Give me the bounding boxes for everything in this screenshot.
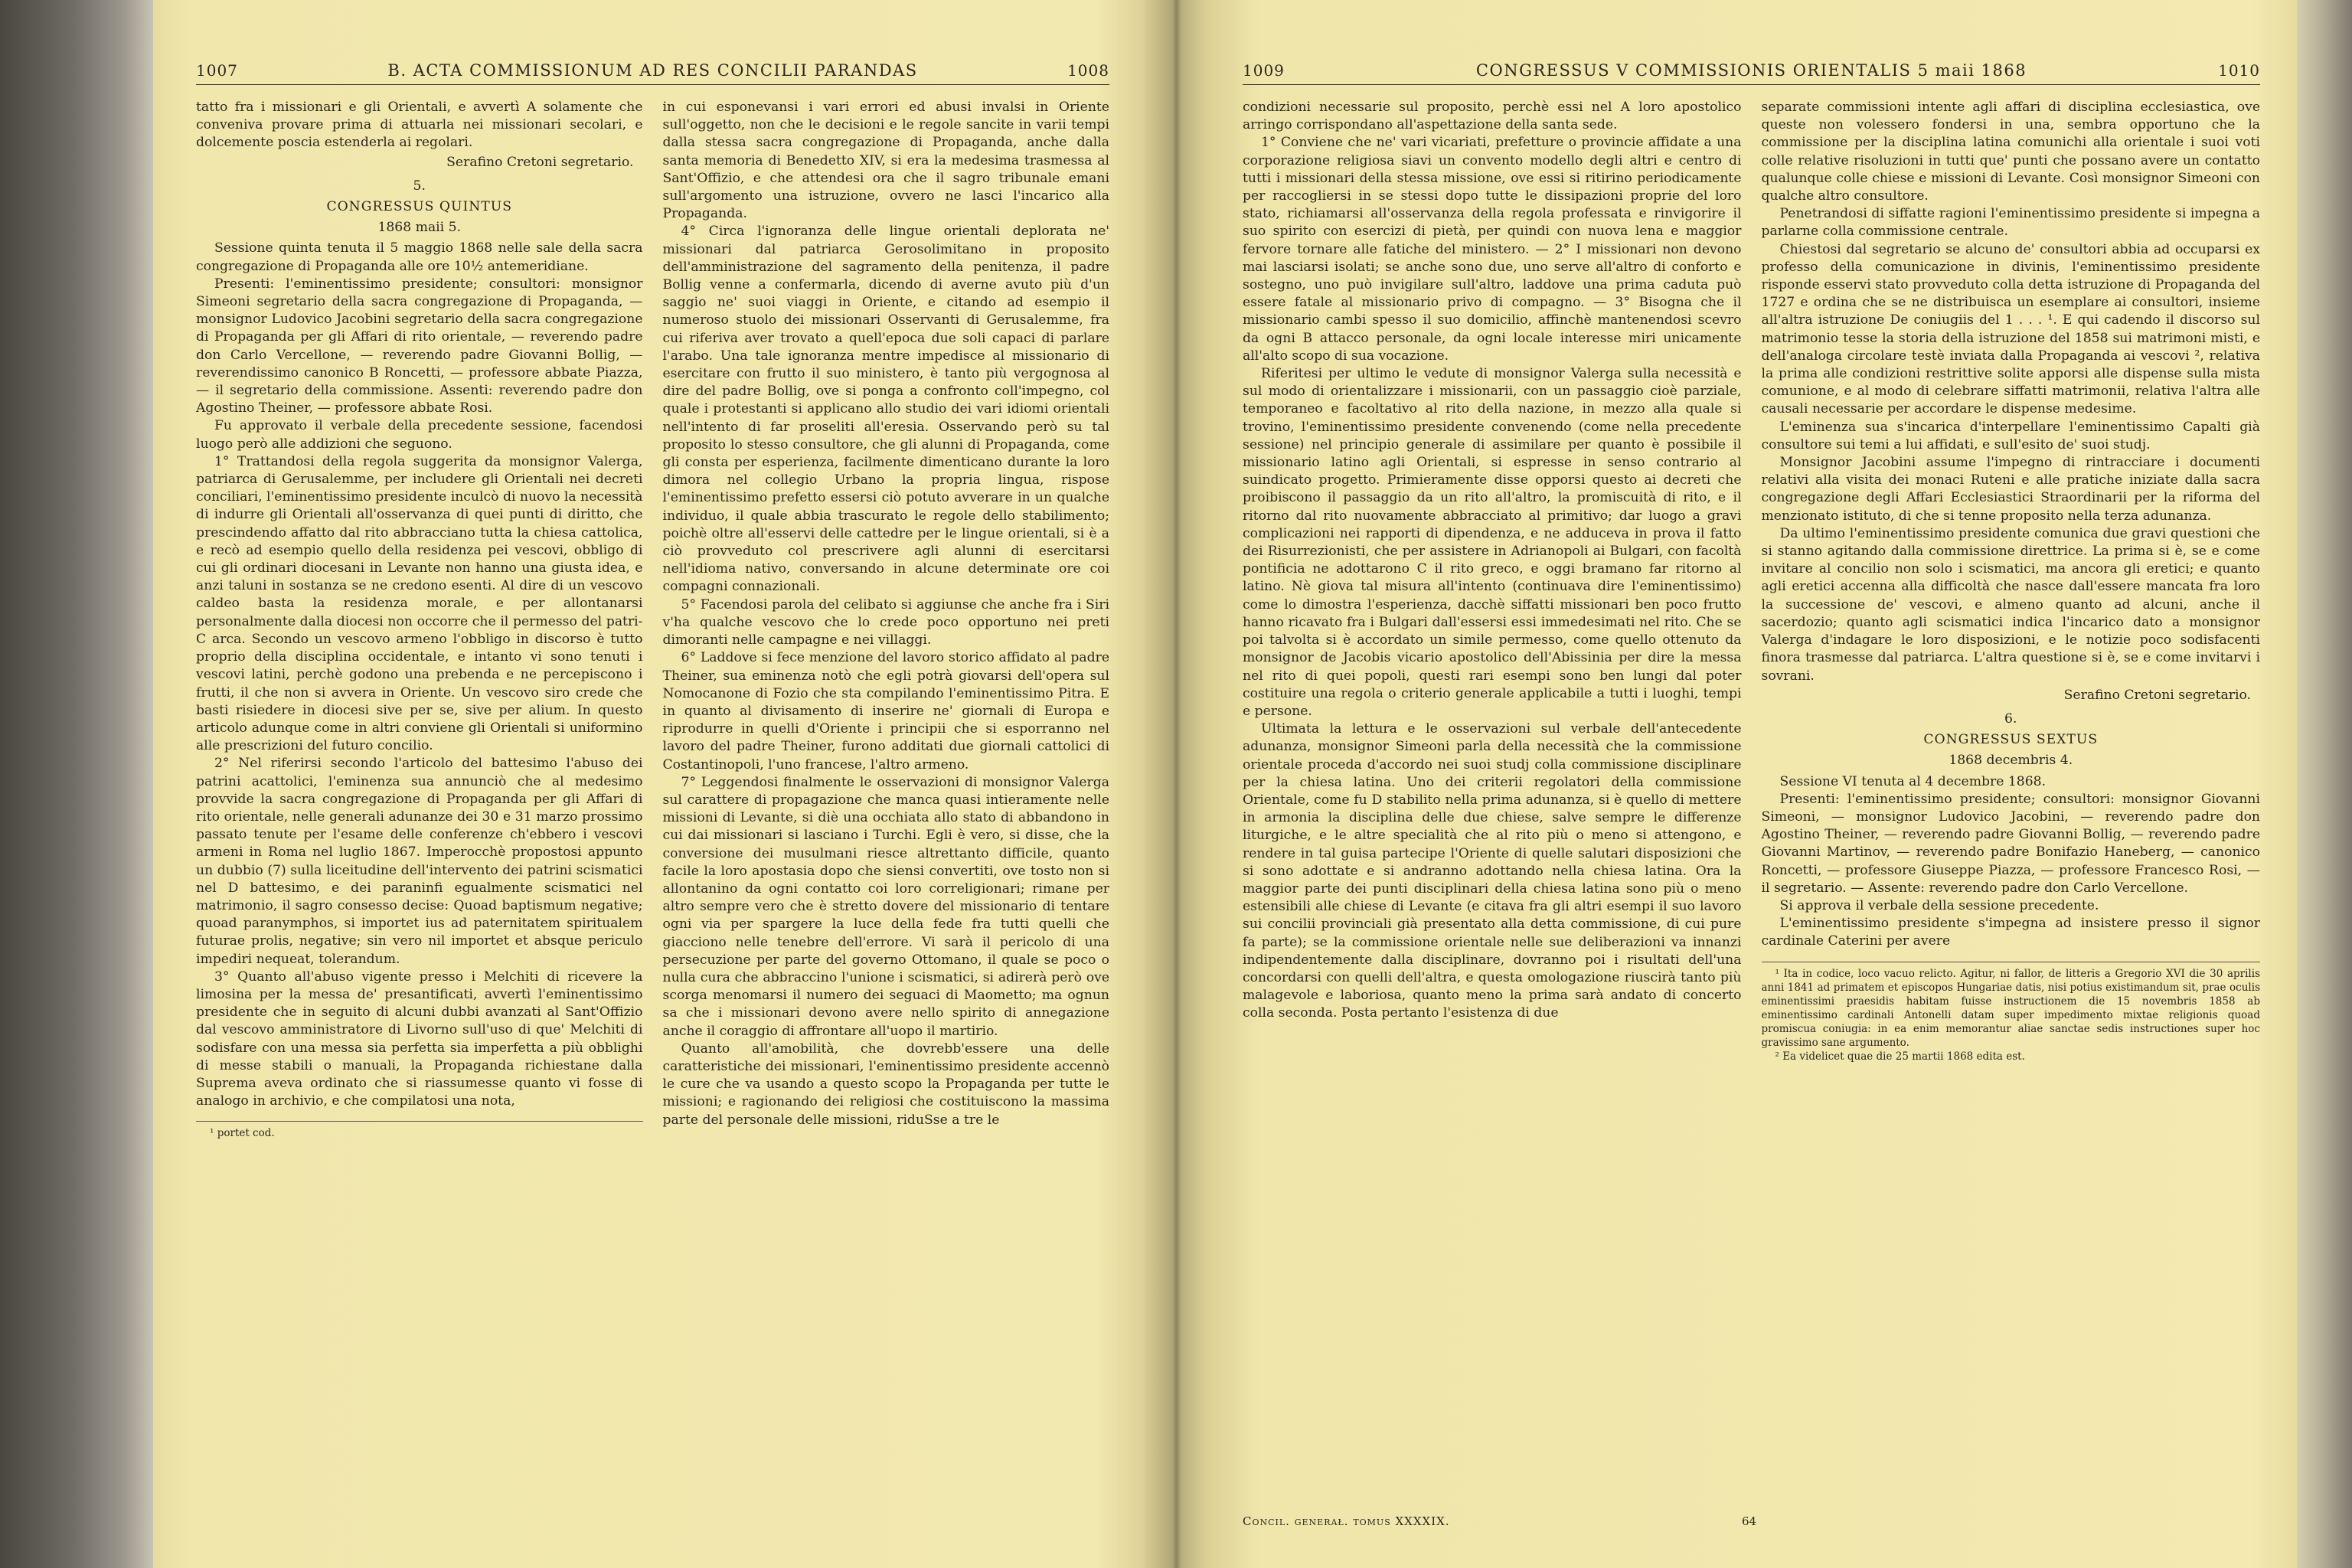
left-page [153, 0, 1145, 1568]
footnotes [196, 1121, 643, 1140]
paragraph: Si approva il verbale della sessione precedente. [1779, 897, 2099, 913]
paragraph: Monsignor Jacobini assume l'impegno di rintracciare i documenti relativi alla visita dei monaci Ruteni e alle pratiche iniziate dalla sacra congregazione degli Affari Ecclesiastici Straordinarii per la riforma del menzionato istituto, di che si tenne proposito nella terza adunanza. [1761, 455, 2260, 524]
section-number: 5. [413, 178, 426, 194]
right-page-columns [1243, 99, 2260, 1063]
paragraph: Da ultimo l'eminentissimo presidente comunica due gravi questioni che si stanno agitando dalla commissione direttrice. La prima si è, se e come invitare al concilio non solo i scismatici, ma ancora gli eretici; e quanto agli eretici accenna alla difficoltà che nasce dall'essere mancata fra loro la successione de' vescovi, e almeno quanto ad alcuni, anche il sacerdozio; quanto agli scismatici indica l'incarico dato a monsignor Valerga d'indagare le loro disposizioni, e le notizie poco sodisfacenti finora trasmesse dal patriarca. L'altra questione si è, se e come invitarvi i sovrani. [1761, 525, 2260, 684]
paragraph: 5° Facendosi parola del celibato si aggiunse che anche fra i Siri v'ha qualche vescovo che lo crede poco opportuno nei preti dimoranti nelle campagne e nei villaggi. [662, 596, 1109, 648]
book-gutter [1145, 0, 1206, 1568]
congress-heading: CONGRESSUS SEXTUS [1923, 732, 2099, 748]
congress-heading: CONGRESSUS QUINTUS [326, 199, 513, 215]
footnote: ² Ea videlicet quae die 25 martii 1868 edita est. [1775, 1050, 2025, 1063]
paragraph: condizioni necessarie sul proposito, perchè essi nel A loro apostolico arringo corrispondano all'aspettazione della santa sede. [1243, 100, 1742, 133]
paragraph: 1° Conviene che ne' vari vicariati, prefetture o provincie affidate a una corporazione religiosa siavi un convento modello degli altri e centro di tutti i missionari della stessa missione, ove essi si ritirino periodicamente per raccogliersi in se stessi dopo tutte le dissipazioni proprie del loro stato, richiamarsi all'osservanza della regola professata e rinvigorire il suo spirito con esercizi di pietà, per quindi con nuova lena e maggior fervore tornare alle fatiche del ministero. — 2° I missionari non devono mai lasciarsi isolati; se anche sono due, uno serve all'altro di conforto e sostegno, uno può invigilare sull'altro, laddove una prima caduta può essere fatale al missionario privo di compagno. — 3° Bisogna che il missionario cambi spesso il suo domicilio, affinchè mantenendosi scevro da ogni B attacco personale, da ogni locale interesse miri unicamente all'alto scopo di sua vocazione. [1243, 135, 1742, 364]
paragraph: 7° Leggendosi finalmente le osservazioni di monsignor Valerga sul carattere di propagazione che manca quasi intieramente nelle missioni di Levante, si diè una occhiata allo stato di abbandono in cui dai missionari si lasciano i Turchi. Egli è vero, si disse, che la conversione dei musulmani riesce altrettanto difficile, quanto facile la loro apostasia dopo che siensi convertiti, ove tosto non si allontanino da ogni contatto coi loro correligionari; rimane per altro sempre vero che è stretto dovere del missionario di tentare ogni via per spargere la luce della fede fra tutti quelli che giacciono nelle tenebre dell'errore. Vi sarà il pericolo di una persecuzione per parte del governo Ottomano, il quale se poco o nulla cura che abbraccino l'unione i scismatici, si adirerà però ove scorga menomarsi il numero dei seguaci di Maometto; ma ognun sa che i missionari devono avere nello spirito di annegazione anche il coraggio di affrontare all'uopo il martirio. [662, 774, 1109, 1039]
paragraph: 6° Laddove si fece menzione del lavoro storico affidato al padre Theiner, sua eminenza notò che egli potrà giovarsi dell'opera sul Nomocanone di Fozio che sta compilando l'eminentissimo Pitra. E in quanto al divisamento di inserire ne' giornali di Europa e riprodurre in quelli d'Oriente i principii che si esporranno nel lavoro del padre Theiner, furono additati due giornali cattolici di Costantinopoli, l'uno francese, l'altro armeno. [662, 650, 1109, 773]
congress-date: 1868 decembris 4. [1949, 753, 2073, 769]
left-page-header [196, 61, 1109, 85]
paragraph: 3° Quanto all'abuso vigente presso i Melchiti di ricevere la limosina per la messa de' presantificati, avvertì l'eminentissimo presidente che in seguito di alcuni dubbi avanzati al Sant'Offizio dal vescovo amministratore di Livorno sull'uso di que' Melchiti di sodisfare con una messa sia perfetta sia imperfetta a più obblighi di messe stabili o manuali, la Propaganda richiestane dalla Suprema aveva ordinato che si riassumesse quanto vi fosse di analogo in archivio, e che compilatosi una nota, [196, 969, 643, 1109]
paragraph: Presenti: l'eminentissimo presidente; consultori: monsignor Giovanni Simeoni, — monsignor Ludovico Jacobini, — reverendo padre don Agostino Theiner, — reverendo padre Giovanni Bollig, — reverendo padre Giovanni Martinov, — reverendo padre Bonifazio Haneberg, — canonico Roncetti, — professore Giuseppe Piazza, — professore Francesco Rosi, — il segretario. — Assente: reverendo padre don Carlo Vercellone. [1761, 791, 2260, 896]
footnotes [1762, 962, 2261, 1063]
paragraph: Sessione quinta tenuta il 5 maggio 1868 nelle sale della sacra congregazione di Propaganda alle ore 10½ antemeridiane. [196, 240, 643, 274]
running-title-left: B. ACTA COMMISSIONUM AD RES CONCILII PARANDAS [387, 61, 918, 80]
right-column-1 [1243, 99, 1742, 1063]
paragraph: Presenti: l'eminentissimo presidente; consultori: monsignor Simeoni segretario della sacra congregazione di Propaganda, — monsignor Ludovico Jacobini segretario della sacra congregazione di Propaganda per gli Affari di rito orientale, — reverendo padre don Carlo Vercellone, — reverendo padre Giovanni Bollig, — reverendissimo canonico B Roncetti, — professore abbate Piazza, — il segretario della commissione. Assenti: reverendo padre don Agostino Theiner, — professore abbate Rosi. [196, 276, 643, 416]
book-edge-left [0, 0, 153, 1568]
left-column-1 [196, 99, 643, 1140]
footnote: ¹ portet cod. [210, 1127, 275, 1140]
right-page [1206, 0, 2297, 1568]
right-column-2 [1762, 99, 2261, 1063]
left-page-columns [196, 99, 1109, 1140]
signature-folio-number: 64 [1742, 1514, 1757, 1528]
secretary-signature: Serafino Cretoni segretario. [2063, 687, 2251, 703]
paragraph: Quanto all'amobilità, che dovrebb'essere una delle caratteristiche dei missionari, l'eminentissimo presidente accennò le cure che va usando a questo scopo la Propaganda per tutte le missioni; e ragionando dei religiosi che costituiscono la massima parte del personale delle missioni, riduSse a tre le [662, 1040, 1109, 1128]
paragraph: separate commissioni intente agli affari di disciplina ecclesiastica, ove queste non volessero fondersi in una, sembra opportuno che la commissione per la disciplina latina comunichi alla orientale i suoi voti colle relative risoluzioni in tutti que' punti che possano avere un contatto qualunque colle chiese e missioni di Levante. Così monsignor Simeoni con qualche altro consultore. [1761, 100, 2260, 204]
paragraph: L'eminenza sua s'incarica d'interpellare l'eminentissimo Capalti già consultore sui temi a lui affidati, e sull'esito de' suoi studj. [1761, 419, 2260, 452]
paragraph: Riferitesi per ultimo le vedute di monsignor Valerga sulla necessità e sul modo di orientalizzare i missionarii, con un passaggio cioè parziale, temporaneo e facoltativo al rito della nazione, in mezzo alla quale si trovino, l'eminentissimo presidente convenendo (come nella precedente sessione) nel principio generale di assimilare per quanto è possibile il missionario latino agli Orientali, si espresse in senso contrario al suindicato progetto. Primieramente disse opporsi questo ai decreti che proibiscono il passaggio da un rito all'altro, la promiscuità di rito, e il ritorno dal rito nuovamente abbracciato al primitivo; dar luogo a gravi complicazioni nei rapporti di dipendenza, e ne adduceva in prova il fatto dei Risurrezionisti, che per assistere in Adrianopoli ai Bulgari, con facoltà pontificia ne adottarono C il rito greco, e oggi bramano far ritorno al latino. Nè giova tal misura all'intento (continuava dire l'eminentissimo) come lo dimostra l'esperienza, dacchè siffatti missionari ben poco frutto hanno ricavato fra i Bulgari dall'essersi essi immedesimati nel rito. Che se poi talvolta si è accordato un simile permesso, come quello ottenuto da monsignor de Jacobis vicario apostolico dell'Abissinia per dire la messa nel rito di quei popoli, questi rari esempi sono ben lungi dal poter costituire una regola o criterio generale applicabile a tutti i luoghi, tempi e persone. [1243, 366, 1742, 719]
paragraph: Penetrandosi di siffatte ragioni l'eminentissimo presidente si impegna a parlarne colla commissione centrale. [1761, 206, 2260, 240]
page-number-1009: 1009 [1243, 61, 1285, 80]
paragraph: Chiestosi dal segretario se alcuno de' consultori abbia ad occuparsi ex professo della comunicazione in divinis, l'eminentissimo presidente risponde esservi stato provveduto colla detta istruzione di Propaganda del 1727 e ordina che se ne distribuisca un esemplare ai consultori, insieme all'altra istruzione De coniugiis del 1 . . . ¹. E qui cadendo il discorso sul matrimonio tesse la storia della istruzione del 1858 sui matrimoni misti, e dell'analoga circolare testè inviata dalla Propaganda ai vescovi ², relativa la prima alle condizioni restrittive solite apporsi alle dispense sulla mista comunione, e al modo di celebrare siffatti matrimonii, relativa l'altra alle causali necessarie per accordare le dispense medesime. [1761, 241, 2260, 417]
paragraph: L'eminentissimo presidente s'impegna ad insistere presso il signor cardinale Caterini per avere [1761, 916, 2260, 949]
paragraph: 4° Circa l'ignoranza delle lingue orientali deplorata ne' missionari dal patriarca Gerosolimitano in proposito dell'amministrazione del sagramento della penitenza, il padre Bollig venne a confermarla, dicendo di averne avuto più d'un saggio ne' suoi viaggi in Oriente, e citando ad esempio il numeroso stuolo dei missionari Osservanti di Gerusalemme, fra cui riferiva aver trovato a quell'epoca due soli capaci di parlare l'arabo. Una tale ignoranza mentre impedisce al missionario di esercitare con frutto il suo ministero, è tanto più vergognosa al dire del padre Bollig, ove si ponga a confronto coll'impegno, col quale i protestanti si applicano allo studio dei vari idiomi orientali nell'intento di far proseliti all'eresia. Osservando però su tal proposito lo stesso consultore, che gli alunni di Propaganda, come gli consta per esperienza, facilmente dimenticano durante la loro dimora nel collegio Urbano la propria lingua, rispose l'eminentissimo prefetto essersi ciò potuto avverare in un qualche individuo, il quale abbia trascurato le regole dello stabilimento; poichè oltre all'esservi delle cattedre per le lingue orientali, si è a ciò provveduto col prescrivere agli alunni di esercitarsi nell'idioma nativo, conversando in alcune determinate ore coi compagni connazionali. [662, 224, 1109, 595]
book-edge-right [2297, 0, 2352, 1568]
footnote: ¹ Ita in codice, loco vacuo relicto. Agitur, ni fallor, de litteris a Gregorio XVI die 30 aprilis anni 1841 ad primatem et episcopos Hungariae datis, nisi potius existimandum sit, prae oculis eminentissimi praesidis habitam fuisse instructionem die 15 novembris 1858 ab eminentissimo cardinali Antonelli datam super impedimento mixtae religionis quoad promiscua coniugia: in ea enim memorantur aliae sanctae sedis instructiones super hoc gravissimo sane argumento. [1761, 967, 2260, 1049]
congress-date: 1868 maii 5. [377, 220, 462, 236]
running-title-right: CONGRESSUS V COMMISSIONIS ORIENTALIS 5 maii 1868 [1475, 61, 2027, 80]
paragraph: Fu approvato il verbale della precedente sessione, facendosi luogo però alle addizioni che seguono. [196, 418, 643, 452]
secretary-signature: Serafino Cretoni segretario. [446, 154, 634, 170]
paragraph: 1° Trattandosi della regola suggerita da monsignor Valerga, patriarca di Gerusalemme, per includere gli Orientali nei decreti conciliari, l'eminentissimo presidente inculcò di nuovo la necessità di indurre gli Orientali all'osservanza di quei punti di diritto, che prescindendo affatto dal rito abbracciano tutta la chiesa cattolica, e recò ad esempio quello della residenza pei vescovi, obbligo di cui gli ordinari diocesani in Levante non hanno una giusta idea, e anzi taluni in sostanza se ne credono esenti. Al dire di un vescovo caldeo basta la residenza morale, e per allontanarsi personalmente dalla diocesi non occorre che il permesso del patri- C arca. Secondo un vescovo armeno l'obbligo in discorso è tutto proprio della disciplina occidentale, e intanto vi sono tenuti i vescovi latini, perchè godono una prebenda e ne percepiscono i frutti, il che non si avvera in Oriente. Un vescovo siro crede che basti risiedere in diocesi sive per se, sive per alium. In questo articolo adunque come in altri conviene gli Orientali si uniformino alle prescrizioni del futuro concilio. [196, 453, 643, 754]
paragraph: Sessione VI tenuta al 4 decembre 1868. [1779, 773, 2047, 789]
section-number: 6. [2004, 710, 2017, 727]
page-number-1007: 1007 [196, 61, 238, 80]
printer-signature-line: Concil. generał. tomus XXXXIX. [1243, 1514, 1450, 1528]
paragraph: in cui esponevansi i vari errori ed abusi invalsi in Oriente sull'oggetto, non che le decisioni e le regole sancite in varii tempi dalla stessa sacra congregazione di Propaganda, anche dalla santa memoria di Benedetto XIV, si era la medesima trasmessa al Sant'Offizio, e che attendesi ora che il sagro tribunale emani sull'argomento una istruzione, ovvero ne lasci l'incarico alla Propaganda. [662, 100, 1109, 222]
paragraph: 2° Nel riferirsi secondo l'articolo del battesimo l'abuso dei patrini acattolici, l'eminenza sua annunciò che al medesimo provvide la sacra congregazione di Propaganda per gli Affari di rito orientale, nelle generali adunanze dei 30 e 31 marzo prossimo passato tenute per l'esame delle conferenze ch'ebbero i vescovi armeni in Roma nel luglio 1867. Imperocchè propostosi appunto un dubbio (7) sulla liceitudine dell'intervento dei patrini scismatici nel D battesimo, e dei paraninfi egualmente scismatici nel matrimonio, il sagro consesso decise: Quoad baptismum negative; quoad paranymphos, si importet ius ad paternitatem spiritualem futurae prolis, negative; sin vero nil importet et absque periculo impediri nequeat, tolerandum. [196, 756, 643, 967]
page-number-1010: 1010 [2218, 61, 2260, 80]
paragraph: Ultimata la lettura e le osservazioni sul verbale dell'antecedente adunanza, monsignor Simeoni parla della necessità che la commissione orientale proceda d'accordo nei suoi studj colla commissione disciplinare per la chiesa latina. Uno dei criterii regolatori della commissione Orientale, come fu D stabilito nella prima adunanza, si è quello di mettere in armonia la disciplina delle due chiese, salve sempre le differenze liturgiche, e le altre specialità che al rito più o meno si attengono, e rendere in tal guisa partecipe l'Oriente di quelle salutari disposizioni che si sono adottate e si andranno adottando nella chiesa latina. Ora la maggior parte dei punti disciplinari della chiesa latina sono più o meno estensibili alle chiese di Levante (e citava fra gli altri esempi il suo lavoro sui concilii provinciali già presentato alla detta commissione, di cui pure fa parte); se la commissione orientale nelle sue deliberazioni va innanzi indipendentemente dalla disciplinare, dovranno poi i risultati dell'una concordarsi con quelli dell'altra, e questa omologazione riuscirà tanto più malagevole e laboriosa, quanto meno la prima sarà andato di concerto colla seconda. Posta pertanto l'esistenza di due [1243, 721, 1742, 1021]
paragraph: tatto fra i missionari e gli Orientali, e avvertì A solamente che conveniva provare prima di attuarla nei missionari secolari, e dolcemente poscia estenderla ai regolari. [196, 100, 643, 151]
right-page-header [1243, 61, 2260, 85]
left-column-2 [663, 99, 1110, 1140]
page-number-1008: 1008 [1067, 61, 1109, 80]
